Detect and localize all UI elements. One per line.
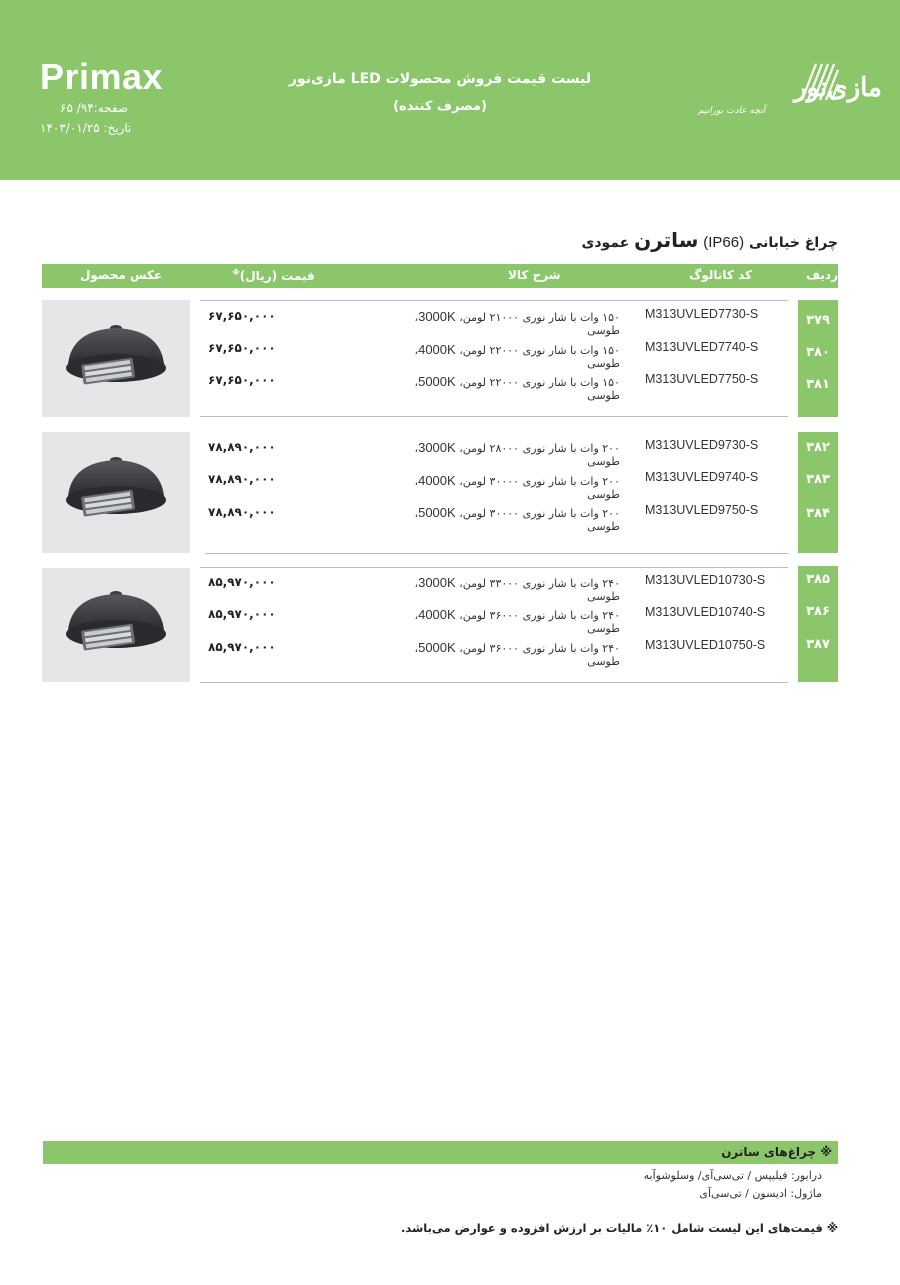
section-ip: (IP66) bbox=[703, 234, 745, 251]
item-description: ۲۰۰ وات با شار نوری ۳۰۰۰۰ لومن، 5000K، طوسی bbox=[414, 505, 620, 533]
section-suffix: عمودی bbox=[581, 235, 630, 251]
item-price: ۸۵,۹۷۰,۰۰۰ bbox=[208, 575, 276, 589]
item-price: ۷۸,۸۹۰,۰۰۰ bbox=[208, 440, 276, 454]
catalog-code: M313UVLED7750-S bbox=[645, 372, 759, 386]
row-number: ۳۸۷ bbox=[806, 637, 830, 652]
price-header-mark: ※ bbox=[232, 268, 240, 277]
header-title: لیست قیمت فروش محصولات LED مازی‌نور bbox=[288, 71, 592, 87]
product-photo bbox=[42, 300, 190, 417]
brand-title: Primax bbox=[40, 56, 164, 97]
section-name: ساترن bbox=[634, 228, 699, 252]
catalog-code: M313UVLED7730-S bbox=[645, 307, 759, 321]
item-price: ۷۸,۸۹۰,۰۰۰ bbox=[208, 472, 276, 486]
item-description: ۲۰۰ وات با شار نوری ۲۸۰۰۰ لومن، 3000K، طوسی bbox=[414, 440, 620, 468]
item-price: ۷۸,۸۹۰,۰۰۰ bbox=[208, 505, 276, 519]
row-number: ۳۸۲ bbox=[806, 440, 830, 455]
section-title bbox=[582, 228, 838, 252]
row-number: ۳۸۵ bbox=[806, 572, 830, 587]
footer-title-text: چراغ‌های ساترن bbox=[721, 1145, 817, 1159]
item-description: ۲۴۰ وات با شار نوری ۳۶۰۰۰ لومن، 5000K، طوسی bbox=[414, 640, 620, 668]
row-number: ۳۷۹ bbox=[806, 313, 830, 328]
footnote-text: قیمت‌های این لیست شامل ۱۰٪ مالیات بر ارزش افزوده و عوارض می‌باشد. bbox=[400, 1221, 823, 1235]
col-row-header: ردیف bbox=[806, 268, 838, 282]
item-price: ۸۵,۹۷۰,۰۰۰ bbox=[208, 607, 276, 621]
row-number: ۳۸۶ bbox=[806, 604, 830, 619]
row-divider bbox=[200, 567, 788, 568]
row-number: ۳۸۰ bbox=[806, 345, 830, 360]
catalog-code: M313UVLED9750-S bbox=[645, 503, 759, 517]
col-photo-header: عکس محصول bbox=[80, 268, 163, 282]
street-lamp-photo bbox=[42, 568, 190, 682]
item-description: ۲۰۰ وات با شار نوری ۳۰۰۰۰ لومن، 4000K، طوسی bbox=[414, 473, 620, 501]
street-lamp-photo bbox=[42, 432, 190, 553]
row-divider bbox=[200, 300, 788, 301]
row-number: ۳۸۱ bbox=[806, 377, 830, 392]
item-price: ۶۷,۶۵۰,۰۰۰ bbox=[208, 373, 276, 387]
footer-driver: درایور: فیلیپس / تی‌سی‌آی/ وسلوشوآبه bbox=[643, 1169, 822, 1182]
row-divider bbox=[200, 416, 788, 417]
product-photo bbox=[42, 432, 190, 553]
item-description: ۲۴۰ وات با شار نوری ۳۶۰۰۰ لومن، 4000K، طوسی bbox=[414, 607, 620, 635]
item-price: ۶۷,۶۵۰,۰۰۰ bbox=[208, 341, 276, 355]
col-price-header bbox=[232, 268, 315, 283]
col-catalog-header: کد کاتالوگ bbox=[689, 268, 752, 282]
page-number: صفحه:۹۴/ ۶۵ bbox=[60, 101, 129, 115]
street-lamp-photo bbox=[42, 300, 190, 417]
catalog-code: M313UVLED9740-S bbox=[645, 470, 759, 484]
section-prefix: چراغ خیابانی bbox=[748, 235, 838, 251]
footnote-mark: ※ bbox=[826, 1221, 838, 1235]
item-description: ۱۵۰ وات با شار نوری ۲۱۰۰۰ لومن، 3000K، طوسی bbox=[414, 309, 620, 337]
header-subtitle: (مصرف کننده) bbox=[393, 99, 487, 114]
product-photo bbox=[42, 568, 190, 682]
item-description: ۱۵۰ وات با شار نوری ۲۲۰۰۰ لومن، 5000K، طوسی bbox=[414, 374, 620, 402]
price-header-label: قیمت (ریال) bbox=[239, 269, 315, 283]
item-price: ۶۷,۶۵۰,۰۰۰ bbox=[208, 309, 276, 323]
row-divider bbox=[205, 553, 788, 554]
tax-footnote bbox=[401, 1221, 838, 1235]
row-divider bbox=[200, 682, 788, 683]
row-number: ۳۸۳ bbox=[806, 472, 830, 487]
svg-text:مازی‌نور: مازی‌نور bbox=[794, 73, 882, 103]
catalog-code: M313UVLED9730-S bbox=[645, 438, 759, 452]
catalog-code: M313UVLED10730-S bbox=[645, 573, 766, 587]
catalog-code: M313UVLED7740-S bbox=[645, 340, 759, 354]
item-description: ۱۵۰ وات با شار نوری ۲۲۰۰۰ لومن، 4000K، طوسی bbox=[414, 342, 620, 370]
footer-title-mark: ※ bbox=[820, 1145, 832, 1159]
catalog-code: M313UVLED10750-S bbox=[645, 638, 766, 652]
row-number: ۳۸۴ bbox=[806, 506, 830, 521]
col-description-header: شرح کالا bbox=[508, 268, 561, 282]
footer-bar bbox=[43, 1141, 838, 1164]
item-price: ۸۵,۹۷۰,۰۰۰ bbox=[208, 640, 276, 654]
item-description: ۲۴۰ وات با شار نوری ۳۳۰۰۰ لومن، 3000K، طوسی bbox=[414, 575, 620, 603]
page-date: تاریخ: ۱۴۰۳/۰۱/۲۵ bbox=[40, 121, 132, 135]
logo-tagline: آنچه عادت بورانیم bbox=[698, 106, 766, 116]
catalog-code: M313UVLED10740-S bbox=[645, 605, 766, 619]
footer-title bbox=[721, 1145, 832, 1159]
footer-module: ماژول: ادیسون / تی‌سی‌آی bbox=[699, 1187, 822, 1200]
